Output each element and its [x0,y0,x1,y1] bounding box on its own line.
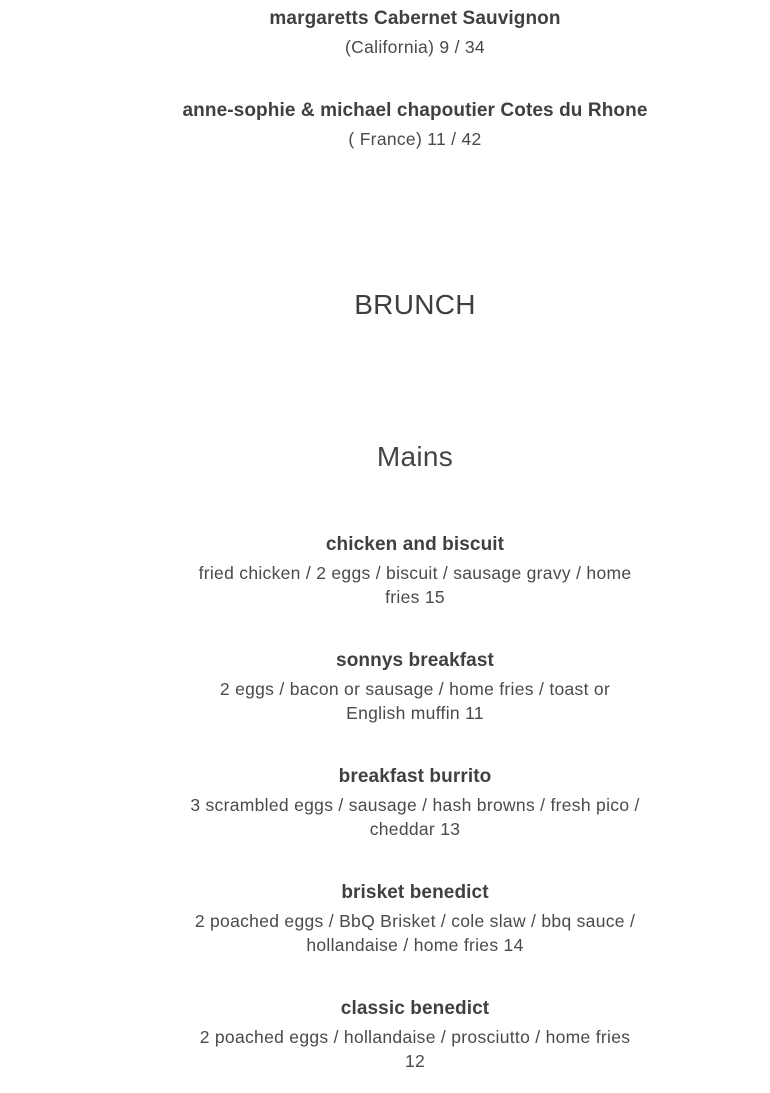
menu-item-main-3 [160,765,670,841]
item-description-line: 2 poached eggs / hollandaise / prosciutto / home fries [199,1027,631,1047]
item-description-line: 2 poached eggs / BbQ Brisket / cole slaw / bbq sauce / [194,911,636,931]
menu-item-main-2 [160,649,670,725]
item-description [160,677,670,725]
item-description-line: fried chicken / 2 eggs / biscuit / sausage gravy / home [198,563,632,583]
item-name: breakfast burrito [338,766,492,787]
item-description-line: 2 eggs / bacon or sausage / home fries / toast or [219,679,611,699]
item-name: classic benedict [340,998,490,1019]
item-description-line: cheddar 13 [369,819,461,839]
menu-item-main-1 [160,533,670,609]
item-description-line: 12 [404,1051,426,1071]
section-title: BRUNCH [354,289,476,320]
subsection-heading [160,440,670,474]
menu-item-main-5 [160,997,670,1073]
item-description-line: fries 15 [385,587,445,607]
item-name: brisket benedict [341,882,489,903]
menu-item-wine-2 [160,99,670,151]
item-description-line: English muffin 11 [346,703,484,723]
item-name: anne-sophie & michael chapoutier Cotes du Rhone [182,100,648,121]
item-description [160,793,670,841]
item-description [160,1025,670,1073]
item-description [160,909,670,957]
menu-item-wine-1 [160,7,670,59]
item-description-line: hollandaise / home fries 14 [306,935,524,955]
item-name: chicken and biscuit [325,534,505,555]
item-name: sonnys breakfast [336,650,494,671]
item-name: margaretts Cabernet Sauvignon [269,8,561,29]
item-description-line: 3 scrambled eggs / sausage / hash browns / fresh pico / [190,795,640,815]
menu-item-main-4 [160,881,670,957]
section-heading [160,288,670,322]
subsection-title: Mains [376,441,454,472]
item-description [160,561,670,609]
item-detail: (California) 9 / 34 [345,37,485,57]
item-detail: ( France) 11 / 42 [348,129,482,149]
